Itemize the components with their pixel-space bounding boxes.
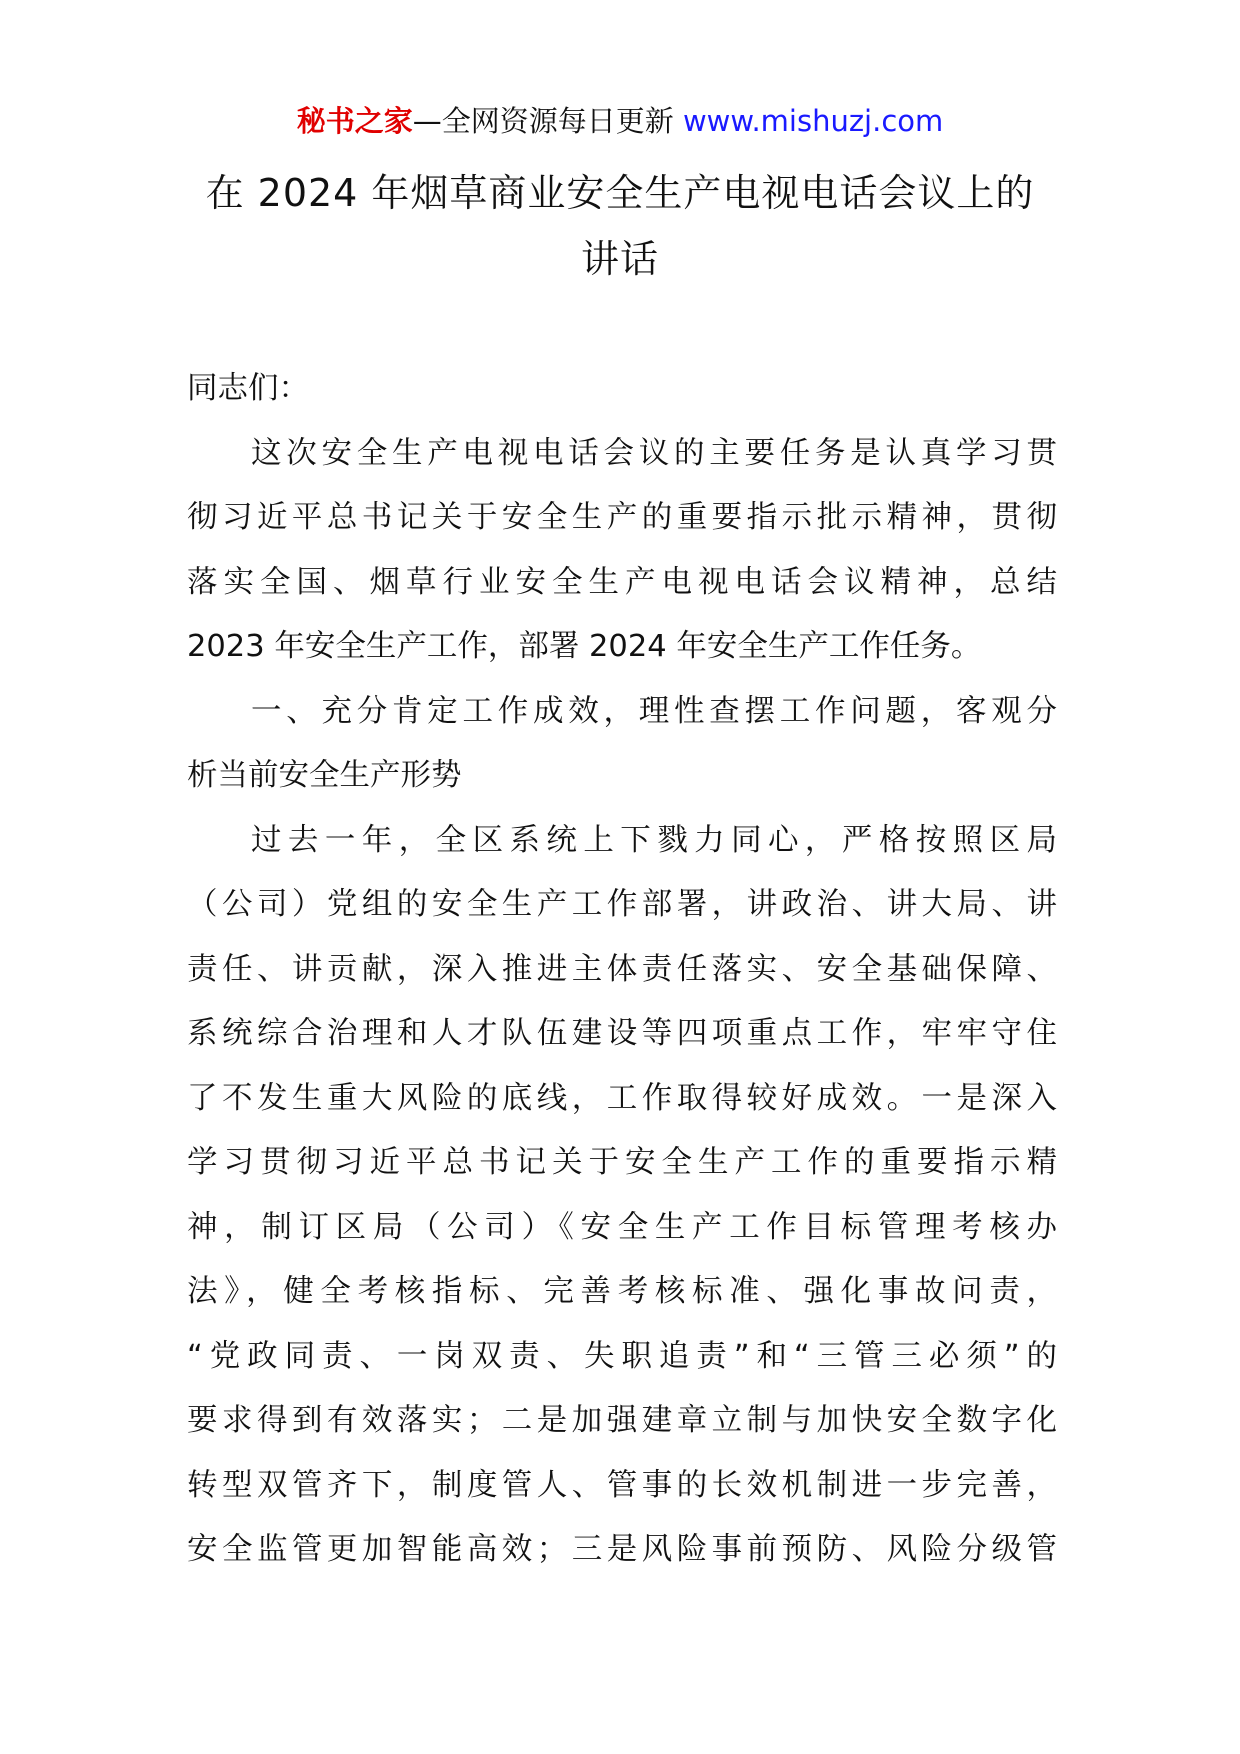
header-slogan: —全网资源每日更新	[412, 104, 674, 138]
body-line: 了不发生重大风险的底线，工作取得较好成效。一是深入	[187, 1080, 1057, 1116]
body-line: 落实全国、烟草行业安全生产电视电话会议精神，总结	[187, 564, 1057, 600]
site-header	[0, 101, 1240, 141]
salutation: 同志们：	[187, 371, 309, 406]
body-line: 安全监管更加智能高效；三是风险事前预防、风险分级管	[187, 1532, 1057, 1567]
title-line-2: 讲话	[580, 237, 659, 281]
section-heading-line: 析当前安全生产形势	[187, 758, 462, 793]
body-line: 学习贯彻习近平总书记关于安全生产工作的重要指示精	[187, 1145, 1057, 1180]
body-line: 过去一年，全区系统上下戮力同心，严格按照区局	[251, 822, 1057, 858]
body-line: “党政同责、一岗双责、失职追责”和“三管三必须”的	[187, 1338, 1057, 1374]
body-line: 要求得到有效落实；二是加强建章立制与加快安全数字化	[187, 1403, 1057, 1438]
section-heading-line: 一、充分肯定工作成效，理性查摆工作问题，客观分	[251, 693, 1057, 729]
body-line: 2023 年安全生产工作，部署 2024 年安全生产工作任务。	[187, 629, 982, 664]
body-line: 转型双管齐下，制度管人、管事的长效机制进一步完善，	[187, 1467, 1057, 1503]
body-line: 责任、讲贡献，深入推进主体责任落实、安全基础保障、	[187, 951, 1057, 987]
brand-name: 秘书之家	[296, 104, 413, 138]
title-line-1: 在 2024 年烟草商业安全生产电视电话会议上的	[205, 171, 1035, 215]
document-title	[150, 160, 1090, 292]
body-line: （公司）党组的安全生产工作部署，讲政治、讲大局、讲	[187, 887, 1057, 922]
body-line: 神，制订区局（公司）《安全生产工作目标管理考核办	[187, 1209, 1057, 1245]
body-line: 法》，健全考核指标、完善考核标准、强化事故问责，	[187, 1274, 1057, 1309]
body-line: 彻习近平总书记关于安全生产的重要指示批示精神，贯彻	[187, 500, 1057, 535]
body-line: 系统综合治理和人才队伍建设等四项重点工作，牢牢守住	[187, 1016, 1057, 1051]
body-line: 这次安全生产电视电话会议的主要任务是认真学习贯	[251, 435, 1057, 471]
site-url-link[interactable]: www.mishuzj.com	[682, 104, 944, 138]
document-body	[187, 357, 1057, 1583]
